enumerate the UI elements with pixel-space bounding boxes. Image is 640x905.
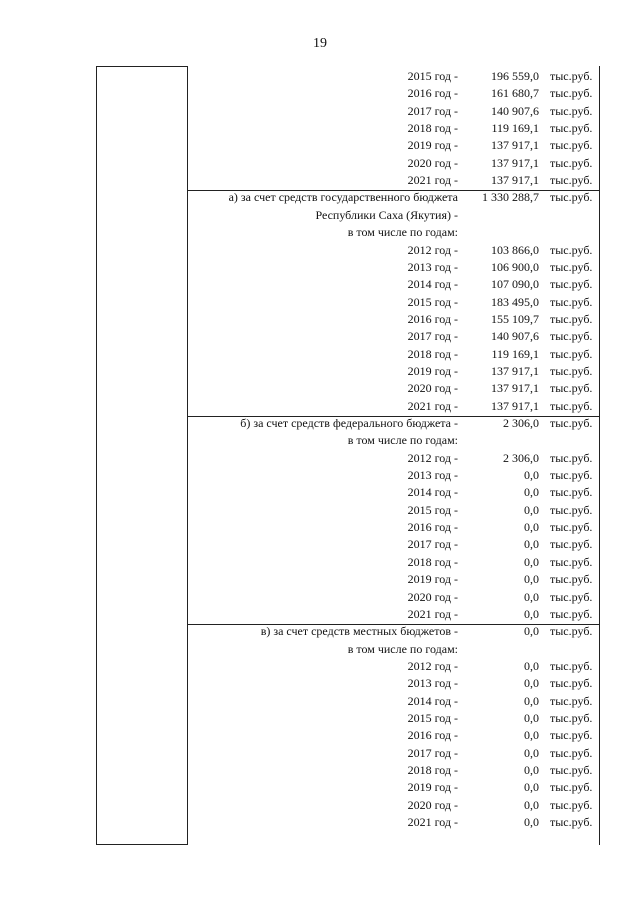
row-label: 2021 год - bbox=[407, 173, 458, 188]
row-amount: 0,0 bbox=[524, 710, 539, 725]
row-label: 2021 год - bbox=[407, 606, 458, 621]
row-unit: тыс.руб. bbox=[550, 294, 593, 309]
row-amount: 0,0 bbox=[524, 763, 539, 777]
row-label: 2019 год - bbox=[407, 363, 458, 378]
section-c-title bbox=[188, 623, 599, 640]
year-row bbox=[188, 259, 599, 276]
section-b-title bbox=[188, 415, 599, 432]
row-unit: тыс.руб. bbox=[550, 485, 593, 500]
year-row bbox=[188, 571, 599, 588]
row-unit: тыс.руб. bbox=[550, 138, 593, 153]
year-row bbox=[188, 693, 599, 710]
year-row bbox=[188, 658, 599, 675]
row-amount: 103 866,0 bbox=[491, 242, 539, 257]
year-row bbox=[188, 536, 599, 553]
row-unit: тыс.руб. bbox=[550, 190, 593, 205]
year-row bbox=[188, 450, 599, 467]
row-label: 2020 год - bbox=[407, 381, 458, 396]
row-label: 2015 год - bbox=[407, 294, 458, 309]
row-amount: 183 495,0 bbox=[491, 294, 539, 309]
row-unit: тыс.руб. bbox=[550, 155, 593, 170]
row-unit: тыс.руб. bbox=[550, 815, 593, 830]
row-amount: 0,0 bbox=[524, 624, 539, 639]
year-row bbox=[188, 172, 599, 189]
year-row bbox=[188, 363, 599, 380]
row-unit: тыс.руб. bbox=[550, 676, 593, 691]
year-row bbox=[188, 589, 599, 606]
section-a-title bbox=[188, 189, 599, 206]
year-row bbox=[188, 519, 599, 536]
row-amount: 137 917,1 bbox=[491, 155, 539, 170]
year-row bbox=[188, 675, 599, 692]
row-label: 2021 год - bbox=[407, 398, 458, 413]
row-unit: тыс.руб. bbox=[550, 329, 593, 344]
row-unit: тыс.руб. bbox=[550, 502, 593, 517]
row-amount: 0,0 bbox=[524, 554, 539, 569]
row-amount: 0,0 bbox=[524, 485, 539, 500]
year-row bbox=[188, 762, 599, 779]
row-amount: 0,0 bbox=[524, 520, 539, 535]
year-row bbox=[188, 554, 599, 571]
row-amount: 0,0 bbox=[524, 815, 539, 830]
row-amount: 0,0 bbox=[524, 589, 539, 604]
row-amount: 137 917,1 bbox=[491, 363, 539, 378]
row-amount: 2 306,0 bbox=[503, 450, 539, 465]
row-unit: тыс.руб. bbox=[550, 572, 593, 587]
row-unit: тыс.руб. bbox=[550, 450, 593, 465]
row-label: 2018 год - bbox=[407, 121, 458, 136]
row-amount: 137 917,1 bbox=[491, 173, 539, 188]
row-label: 2014 год - bbox=[407, 485, 458, 500]
row-unit: тыс.руб. bbox=[550, 381, 593, 396]
row-label: 2015 год - bbox=[407, 502, 458, 517]
row-label: 2016 год - bbox=[407, 520, 458, 535]
row-label: 2014 год - bbox=[407, 277, 458, 292]
row-amount: 0,0 bbox=[524, 537, 539, 552]
row-amount: 137 917,1 bbox=[491, 398, 539, 413]
year-row bbox=[188, 294, 599, 311]
row-unit: тыс.руб. bbox=[550, 86, 593, 101]
year-row bbox=[188, 346, 599, 363]
row-unit: тыс.руб. bbox=[550, 693, 593, 708]
row-label: 2018 год - bbox=[407, 554, 458, 569]
year-row bbox=[188, 502, 599, 519]
row-label: 2016 год - bbox=[407, 86, 458, 101]
table-right-border bbox=[599, 66, 600, 845]
row-unit: тыс.руб. bbox=[550, 520, 593, 535]
year-row bbox=[188, 311, 599, 328]
row-unit: тыс.руб. bbox=[550, 606, 593, 621]
row-unit: тыс.руб. bbox=[550, 103, 593, 118]
row-amount: 119 169,1 bbox=[491, 346, 539, 361]
section-c-by-years bbox=[188, 641, 599, 658]
row-label: 2019 год - bbox=[407, 572, 458, 587]
row-label: 2013 год - bbox=[407, 259, 458, 274]
row-label: 2013 год - bbox=[407, 676, 458, 691]
year-row bbox=[188, 745, 599, 762]
row-label: в том числе по годам: bbox=[347, 433, 458, 448]
year-row bbox=[188, 814, 599, 831]
table-left-column bbox=[96, 66, 188, 845]
row-label: 2012 год - bbox=[407, 450, 458, 465]
row-unit: тыс.руб. bbox=[550, 554, 593, 569]
row-unit: тыс.руб. bbox=[550, 69, 593, 83]
year-row bbox=[188, 85, 599, 102]
row-label: 2017 год - bbox=[407, 329, 458, 344]
row-label: 2019 год - bbox=[407, 780, 458, 795]
row-label: 2020 год - bbox=[407, 589, 458, 604]
row-unit: тыс.руб. bbox=[550, 710, 593, 725]
row-label: 2018 год - bbox=[407, 763, 458, 777]
row-amount: 0,0 bbox=[524, 728, 539, 743]
year-row bbox=[188, 68, 599, 85]
row-unit: тыс.руб. bbox=[550, 346, 593, 361]
row-amount: 0,0 bbox=[524, 693, 539, 708]
year-row bbox=[188, 398, 599, 415]
row-label: Республики Саха (Якутия) - bbox=[315, 207, 458, 222]
year-row bbox=[188, 710, 599, 727]
row-unit: тыс.руб. bbox=[550, 311, 593, 326]
row-unit: тыс.руб. bbox=[550, 728, 593, 743]
row-label: 2020 год - bbox=[407, 797, 458, 812]
row-label: 2020 год - bbox=[407, 155, 458, 170]
year-row bbox=[188, 380, 599, 397]
row-amount: 0,0 bbox=[524, 502, 539, 517]
row-label: 2012 год - bbox=[407, 242, 458, 257]
row-amount: 0,0 bbox=[524, 606, 539, 621]
row-unit: тыс.руб. bbox=[550, 763, 593, 777]
row-unit: тыс.руб. bbox=[550, 537, 593, 552]
row-label: 2017 год - bbox=[407, 745, 458, 760]
section-a-title-cont bbox=[188, 207, 599, 224]
row-label: 2013 год - bbox=[407, 468, 458, 483]
row-amount: 137 917,1 bbox=[491, 138, 539, 153]
year-row bbox=[188, 779, 599, 796]
year-row bbox=[188, 797, 599, 814]
year-row bbox=[188, 727, 599, 744]
row-amount: 0,0 bbox=[524, 745, 539, 760]
row-amount: 0,0 bbox=[524, 797, 539, 812]
row-label: 2021 год - bbox=[407, 815, 458, 830]
year-row bbox=[188, 242, 599, 259]
row-amount: 137 917,1 bbox=[491, 381, 539, 396]
row-unit: тыс.руб. bbox=[550, 797, 593, 812]
row-amount: 1 330 288,7 bbox=[482, 190, 539, 205]
row-amount: 119 169,1 bbox=[491, 121, 539, 136]
row-unit: тыс.руб. bbox=[550, 745, 593, 760]
row-unit: тыс.руб. bbox=[550, 121, 593, 136]
page-number: 19 bbox=[313, 36, 327, 51]
row-amount: 161 680,7 bbox=[491, 86, 539, 101]
row-unit: тыс.руб. bbox=[550, 363, 593, 378]
row-unit: тыс.руб. bbox=[550, 658, 593, 673]
year-row bbox=[188, 328, 599, 345]
year-row bbox=[188, 276, 599, 293]
row-amount: 196 559,0 bbox=[491, 69, 539, 83]
year-row bbox=[188, 467, 599, 484]
row-unit: тыс.руб. bbox=[550, 173, 593, 188]
row-amount: 140 907,6 bbox=[491, 103, 539, 118]
row-amount: 0,0 bbox=[524, 572, 539, 587]
row-label: 2014 год - bbox=[407, 693, 458, 708]
row-amount: 0,0 bbox=[524, 780, 539, 795]
row-label: 2012 год - bbox=[407, 658, 458, 673]
year-row bbox=[188, 120, 599, 137]
row-amount: 106 900,0 bbox=[491, 259, 539, 274]
row-label: в том числе по годам: bbox=[347, 225, 458, 240]
row-label: в том числе по годам: bbox=[347, 641, 458, 656]
row-unit: тыс.руб. bbox=[550, 259, 593, 274]
row-amount: 155 109,7 bbox=[491, 311, 539, 326]
row-label: 2019 год - bbox=[407, 138, 458, 153]
row-label: в) за счет средств местных бюджетов - bbox=[260, 624, 458, 639]
row-label: 2017 год - bbox=[407, 537, 458, 552]
row-unit: тыс.руб. bbox=[550, 242, 593, 257]
row-label: 2015 год - bbox=[407, 710, 458, 725]
row-label: 2016 год - bbox=[407, 311, 458, 326]
year-row bbox=[188, 137, 599, 154]
year-row bbox=[188, 103, 599, 120]
year-row bbox=[188, 155, 599, 172]
row-label: 2018 год - bbox=[407, 346, 458, 361]
row-amount: 2 306,0 bbox=[503, 416, 539, 430]
row-label: а) за счет средств государственного бюджета bbox=[228, 190, 458, 205]
row-unit: тыс.руб. bbox=[550, 589, 593, 604]
row-unit: тыс.руб. bbox=[550, 468, 593, 483]
row-amount: 0,0 bbox=[524, 468, 539, 483]
section-b-by-years bbox=[188, 432, 599, 449]
row-unit: тыс.руб. bbox=[550, 398, 593, 413]
row-unit: тыс.руб. bbox=[550, 277, 593, 292]
row-unit: тыс.руб. bbox=[550, 780, 593, 795]
row-amount: 107 090,0 bbox=[491, 277, 539, 292]
year-row bbox=[188, 606, 599, 623]
row-label: 2016 год - bbox=[407, 728, 458, 743]
row-unit: тыс.руб. bbox=[550, 624, 593, 639]
row-unit: тыс.руб. bbox=[550, 416, 593, 430]
section-a-by-years bbox=[188, 224, 599, 241]
row-amount: 0,0 bbox=[524, 676, 539, 691]
row-label: 2015 год - bbox=[407, 69, 458, 83]
row-label: 2017 год - bbox=[407, 103, 458, 118]
row-amount: 140 907,6 bbox=[491, 329, 539, 344]
row-label: б) за счет средств федерального бюджета - bbox=[240, 416, 458, 430]
year-row bbox=[188, 484, 599, 501]
row-amount: 0,0 bbox=[524, 658, 539, 673]
